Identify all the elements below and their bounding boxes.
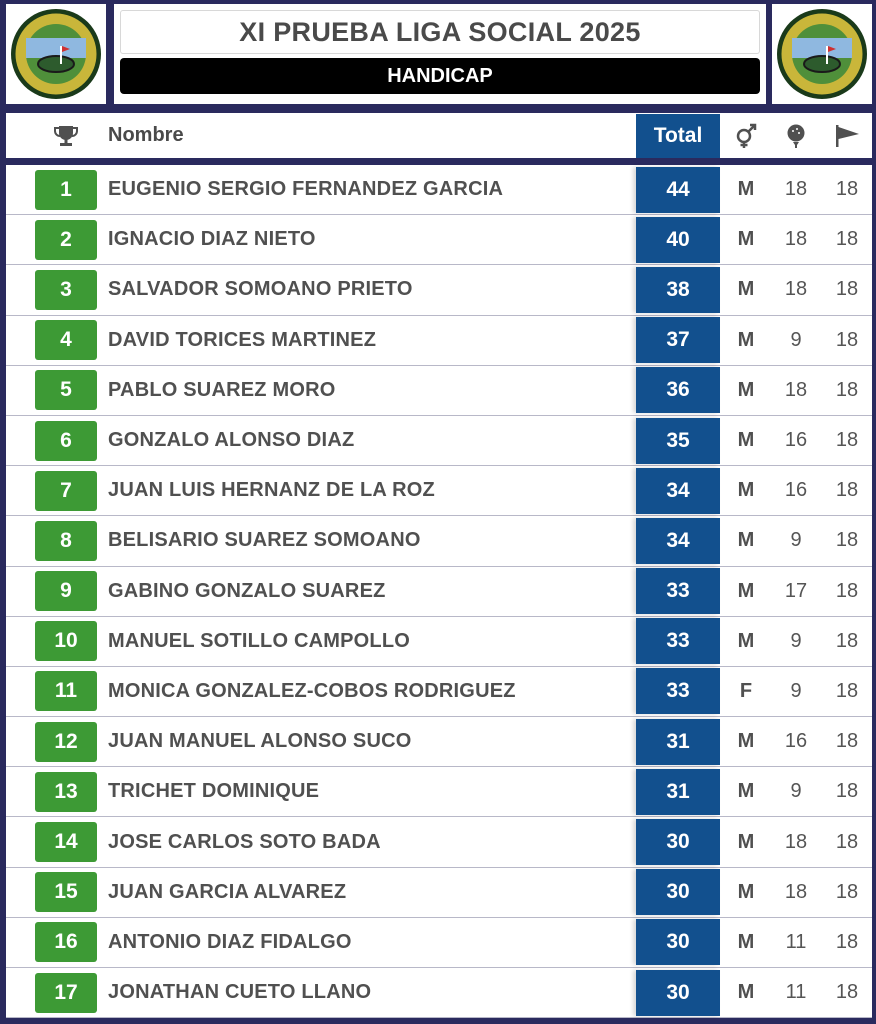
table-row[interactable] <box>6 466 872 516</box>
player-handicap: 17 <box>784 579 808 602</box>
total-cell <box>636 817 720 866</box>
player-sex: M <box>737 579 755 602</box>
total-score-badge: 31 <box>636 769 720 815</box>
holes-played: 18 <box>835 981 859 1004</box>
player-name: TRICHET DOMINIQUE <box>108 780 320 803</box>
position-badge: 12 <box>35 722 97 762</box>
player-handicap: 18 <box>784 830 808 853</box>
player-sex: M <box>737 378 755 401</box>
table-row[interactable] <box>6 265 872 315</box>
holes-played: 18 <box>835 780 859 803</box>
flag-icon <box>824 113 870 158</box>
player-name-cell <box>108 215 316 264</box>
position-badge: 17 <box>35 973 97 1013</box>
holes-played: 18 <box>835 228 859 251</box>
total-cell <box>636 918 720 967</box>
position-badge: 15 <box>35 872 97 912</box>
total-score-badge: 30 <box>636 869 720 915</box>
holes-cell <box>824 567 870 616</box>
gender-icon <box>724 113 768 158</box>
player-sex: M <box>737 981 755 1004</box>
total-header-label: Total <box>636 114 720 158</box>
position-cell <box>34 316 98 365</box>
player-sex: M <box>737 228 755 251</box>
handicap-cell <box>774 516 818 565</box>
total-score-badge: 38 <box>636 267 720 313</box>
leaderboard-table <box>6 165 872 1018</box>
handicap-cell <box>774 617 818 666</box>
total-cell <box>636 416 720 465</box>
sex-cell <box>724 165 768 214</box>
player-name-cell <box>108 265 413 314</box>
position-badge: 5 <box>35 370 97 410</box>
handicap-cell <box>774 316 818 365</box>
handicap-cell <box>774 165 818 214</box>
player-handicap: 9 <box>790 679 802 702</box>
player-name: JUAN MANUEL ALONSO SUCO <box>108 730 412 753</box>
club-logo-right <box>772 4 872 104</box>
player-sex: M <box>737 730 755 753</box>
sex-cell <box>724 767 768 816</box>
total-cell <box>636 265 720 314</box>
player-handicap: 18 <box>784 178 808 201</box>
table-row[interactable] <box>6 416 872 466</box>
position-badge: 1 <box>35 170 97 210</box>
player-name-cell <box>108 366 335 415</box>
table-row[interactable] <box>6 516 872 566</box>
total-score-badge: 37 <box>636 317 720 363</box>
sex-cell <box>724 868 768 917</box>
total-column-header <box>636 113 720 158</box>
handicap-cell <box>774 717 818 766</box>
player-name-cell <box>108 868 346 917</box>
holes-cell <box>824 868 870 917</box>
position-cell <box>34 215 98 264</box>
table-row[interactable] <box>6 316 872 366</box>
player-sex: M <box>737 278 755 301</box>
club-logo-icon <box>776 8 868 100</box>
player-handicap: 9 <box>790 629 802 652</box>
player-name: IGNACIO DIAZ NIETO <box>108 228 316 251</box>
player-handicap: 9 <box>790 780 802 803</box>
player-sex: M <box>737 328 755 351</box>
holes-cell <box>824 466 870 515</box>
total-cell <box>636 567 720 616</box>
sex-cell <box>724 717 768 766</box>
player-name: MONICA GONZALEZ-COBOS RODRIGUEZ <box>108 679 516 702</box>
position-badge: 14 <box>35 822 97 862</box>
holes-played: 18 <box>835 730 859 753</box>
player-handicap: 11 <box>785 981 807 1004</box>
holes-cell <box>824 817 870 866</box>
table-row[interactable] <box>6 366 872 416</box>
table-row[interactable] <box>6 868 872 918</box>
player-name-cell <box>108 767 319 816</box>
title-panel <box>114 4 766 104</box>
table-row[interactable] <box>6 667 872 717</box>
holes-played: 18 <box>835 930 859 953</box>
holes-cell <box>824 366 870 415</box>
table-row[interactable] <box>6 165 872 215</box>
total-cell <box>636 617 720 666</box>
player-name: GABINO GONZALO SUAREZ <box>108 579 386 602</box>
player-sex: M <box>737 880 755 903</box>
handicap-cell <box>774 567 818 616</box>
total-score-badge: 30 <box>636 970 720 1016</box>
player-name-cell <box>108 516 421 565</box>
position-badge: 10 <box>35 621 97 661</box>
sex-cell <box>724 316 768 365</box>
handicap-cell <box>774 767 818 816</box>
sex-cell <box>724 968 768 1017</box>
position-badge: 4 <box>35 320 97 360</box>
total-cell <box>636 316 720 365</box>
total-cell <box>636 667 720 716</box>
handicap-cell <box>774 466 818 515</box>
position-cell <box>34 717 98 766</box>
holes-cell <box>824 918 870 967</box>
table-row[interactable] <box>6 817 872 867</box>
handicap-cell <box>774 667 818 716</box>
position-cell <box>34 817 98 866</box>
player-name-cell <box>108 717 412 766</box>
table-header <box>6 113 872 158</box>
sex-cell <box>724 466 768 515</box>
sex-cell <box>724 416 768 465</box>
club-logo-icon <box>10 8 102 100</box>
sex-cell <box>724 817 768 866</box>
position-cell <box>34 466 98 515</box>
player-sex: M <box>737 479 755 502</box>
player-name-cell <box>108 466 435 515</box>
holes-cell <box>824 316 870 365</box>
player-sex: F <box>739 679 753 702</box>
holes-played: 18 <box>835 429 859 452</box>
category-label: HANDICAP <box>120 58 760 94</box>
player-name-cell <box>108 316 376 365</box>
player-handicap: 18 <box>784 228 808 251</box>
club-logo-left <box>6 4 106 104</box>
total-score-badge: 44 <box>636 167 720 213</box>
sex-cell <box>724 366 768 415</box>
holes-cell <box>824 767 870 816</box>
holes-played: 18 <box>835 328 859 351</box>
trophy-icon <box>34 113 98 158</box>
total-cell <box>636 366 720 415</box>
handicap-cell <box>774 215 818 264</box>
player-name: DAVID TORICES MARTINEZ <box>108 328 377 351</box>
handicap-cell <box>774 416 818 465</box>
player-sex: M <box>737 930 755 953</box>
total-cell <box>636 868 720 917</box>
sex-cell <box>724 617 768 666</box>
player-name-cell <box>108 817 381 866</box>
position-cell <box>34 667 98 716</box>
table-row[interactable] <box>6 968 872 1018</box>
handicap-cell <box>774 918 818 967</box>
player-name: JONATHAN CUETO LLANO <box>108 981 372 1004</box>
player-handicap: 16 <box>784 479 808 502</box>
position-badge: 6 <box>35 421 97 461</box>
player-name-cell <box>108 667 516 716</box>
holes-played: 18 <box>835 529 859 552</box>
player-name-cell <box>108 617 410 666</box>
player-sex: M <box>737 178 755 201</box>
player-sex: M <box>737 780 755 803</box>
position-cell <box>34 366 98 415</box>
total-cell <box>636 165 720 214</box>
player-name-cell <box>108 416 354 465</box>
holes-played: 18 <box>835 278 859 301</box>
position-cell <box>34 416 98 465</box>
sex-cell <box>724 918 768 967</box>
player-sex: M <box>737 629 755 652</box>
position-badge: 3 <box>35 270 97 310</box>
holes-cell <box>824 265 870 314</box>
position-cell <box>34 868 98 917</box>
player-name: EUGENIO SERGIO FERNANDEZ GARCIA <box>108 178 504 201</box>
position-cell <box>34 567 98 616</box>
holes-cell <box>824 416 870 465</box>
holes-played: 18 <box>835 479 859 502</box>
handicap-cell <box>774 366 818 415</box>
position-badge: 11 <box>35 671 97 711</box>
sex-cell <box>724 215 768 264</box>
player-name: JUAN LUIS HERNANZ DE LA ROZ <box>108 479 435 502</box>
table-row[interactable] <box>6 617 872 667</box>
player-sex: M <box>737 529 755 552</box>
player-name-cell <box>108 165 503 214</box>
table-row[interactable] <box>6 918 872 968</box>
position-cell <box>34 767 98 816</box>
player-handicap: 18 <box>784 378 808 401</box>
total-score-badge: 36 <box>636 367 720 413</box>
player-name: ANTONIO DIAZ FIDALGO <box>108 930 352 953</box>
position-cell <box>34 617 98 666</box>
player-name: JOSE CARLOS SOTO BADA <box>108 830 381 853</box>
holes-played: 18 <box>835 579 859 602</box>
position-badge: 7 <box>35 471 97 511</box>
holes-played: 18 <box>835 830 859 853</box>
player-sex: M <box>737 429 755 452</box>
total-score-badge: 40 <box>636 217 720 263</box>
total-cell <box>636 215 720 264</box>
table-row[interactable] <box>6 215 872 265</box>
holes-played: 18 <box>835 880 859 903</box>
position-cell <box>34 516 98 565</box>
position-badge: 2 <box>35 220 97 260</box>
player-sex: M <box>737 830 755 853</box>
handicap-cell <box>774 817 818 866</box>
total-score-badge: 31 <box>636 719 720 765</box>
table-row[interactable] <box>6 717 872 767</box>
golf-ball-icon <box>774 113 818 158</box>
sex-cell <box>724 265 768 314</box>
total-score-badge: 35 <box>636 418 720 464</box>
player-name: MANUEL SOTILLO CAMPOLLO <box>108 629 410 652</box>
player-name-cell <box>108 567 386 616</box>
player-handicap: 16 <box>784 429 808 452</box>
player-name-cell <box>108 918 352 967</box>
page-title: XI PRUEBA LIGA SOCIAL 2025 <box>120 10 760 54</box>
position-cell <box>34 918 98 967</box>
player-name: PABLO SUAREZ MORO <box>108 378 336 401</box>
player-handicap: 18 <box>784 880 808 903</box>
sex-cell <box>724 667 768 716</box>
total-cell <box>636 968 720 1017</box>
holes-cell <box>824 516 870 565</box>
holes-played: 18 <box>835 679 859 702</box>
total-cell <box>636 717 720 766</box>
position-badge: 16 <box>35 922 97 962</box>
position-badge: 13 <box>35 772 97 812</box>
player-name: JUAN GARCIA ALVAREZ <box>108 880 347 903</box>
player-name: SALVADOR SOMOANO PRIETO <box>108 278 413 301</box>
total-cell <box>636 516 720 565</box>
handicap-cell <box>774 265 818 314</box>
table-row[interactable] <box>6 567 872 617</box>
total-score-badge: 33 <box>636 618 720 664</box>
total-cell <box>636 466 720 515</box>
position-cell <box>34 265 98 314</box>
total-score-badge: 33 <box>636 568 720 614</box>
total-score-badge: 30 <box>636 819 720 865</box>
holes-played: 18 <box>835 378 859 401</box>
holes-cell <box>824 717 870 766</box>
position-badge: 9 <box>35 571 97 611</box>
total-cell <box>636 767 720 816</box>
player-name-cell <box>108 968 371 1017</box>
position-badge: 8 <box>35 521 97 561</box>
holes-cell <box>824 617 870 666</box>
holes-cell <box>824 968 870 1017</box>
sex-cell <box>724 516 768 565</box>
total-score-badge: 34 <box>636 518 720 564</box>
handicap-cell <box>774 868 818 917</box>
player-handicap: 9 <box>790 529 802 552</box>
total-score-badge: 34 <box>636 468 720 514</box>
total-score-badge: 33 <box>636 668 720 714</box>
player-handicap: 18 <box>784 278 808 301</box>
player-handicap: 16 <box>784 730 808 753</box>
handicap-cell <box>774 968 818 1017</box>
table-row[interactable] <box>6 767 872 817</box>
holes-cell <box>824 215 870 264</box>
player-name: BELISARIO SUAREZ SOMOANO <box>108 529 421 552</box>
player-name: GONZALO ALONSO DIAZ <box>108 429 355 452</box>
position-cell <box>34 165 98 214</box>
sex-cell <box>724 567 768 616</box>
holes-played: 18 <box>835 629 859 652</box>
holes-cell <box>824 165 870 214</box>
player-handicap: 9 <box>790 328 802 351</box>
position-cell <box>34 968 98 1017</box>
holes-cell <box>824 667 870 716</box>
holes-played: 18 <box>835 178 859 201</box>
player-handicap: 11 <box>785 930 807 953</box>
total-score-badge: 30 <box>636 919 720 965</box>
name-column-header: Nombre <box>108 124 184 146</box>
